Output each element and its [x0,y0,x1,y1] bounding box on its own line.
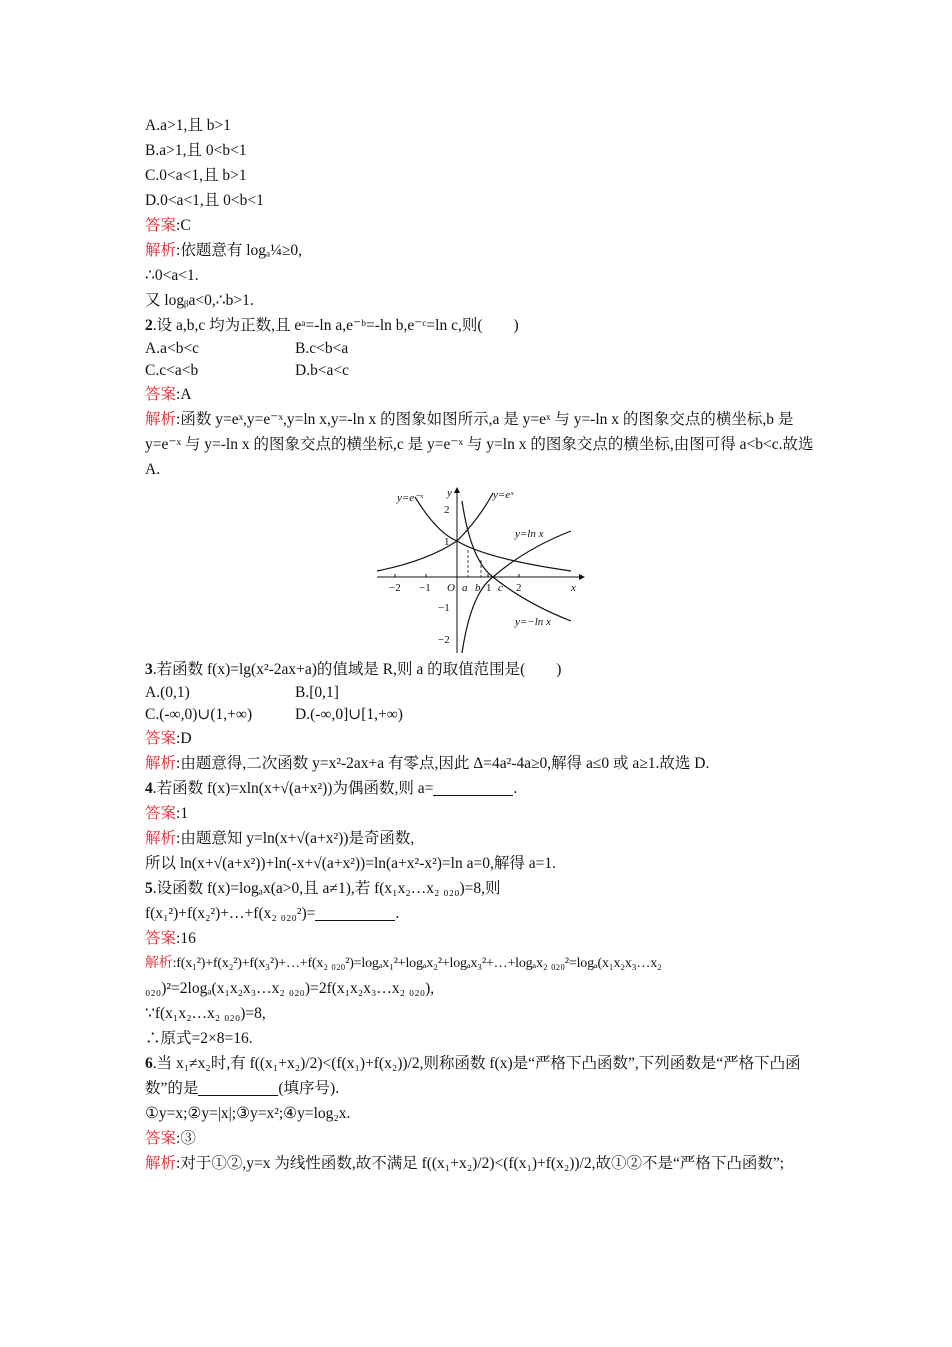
q2-stem [145,313,817,338]
q2-option-b: B.c<b<a [295,340,349,357]
q6-stem [145,1051,817,1101]
q1-analysis [145,238,817,263]
y-tick-label: −1 [438,602,450,614]
q6-choices: ①y=x;②y=|x|;③y=x²;④y=log₂x. [145,1105,351,1122]
q3-option-b: B.[0,1] [295,684,339,701]
answer-label: 答案 [145,930,177,947]
answer-blank [198,1079,278,1096]
answer-label: 答案 [145,1130,177,1147]
question-number: 2 [145,317,153,334]
q3-stem [145,657,817,682]
y-axis-label: y [447,487,452,499]
graph-svg [375,485,585,657]
y-axis-arrow [454,487,460,493]
q1-option-d: D.0<a<1,且 0<b<1 [145,192,264,209]
q1-answer [145,213,817,238]
q5-stem-line2 [145,901,817,926]
question-number: 5 [145,880,153,897]
q2-function-graph [145,485,817,657]
x-tick-label: −1 [419,582,431,594]
q1-option-a: A.a>1,且 b>1 [145,117,231,134]
analysis-label: 解析 [145,755,177,772]
answer-label: 答案 [145,217,177,234]
analysis-text: :对于①②,y=x 为线性函数,故不满足 f((x₁+x₂)/2)<(f(x₁)+f(x₂))/2,故①②不是“严格下凸函数”; [176,1155,785,1172]
q5-analysis-line3: ∵f(x₁x₂…x₂ ₀₂₀)=8, [145,1005,266,1022]
q4-answer [145,801,817,826]
q3-analysis [145,751,817,776]
answer-blank [315,904,395,921]
q3-options-row2 [145,704,817,726]
q1-analysis-line3: 又 logᵦa<0,∴b>1. [145,292,254,309]
question-text: f(x₁²)+f(x₂²)+…+f(x₂ ₀₂₀²)= [145,905,316,922]
question-text: .若函数 f(x)=xln(x+√(a+x²))为偶函数,则 a= [152,780,434,797]
answer-value: :③ [176,1130,196,1147]
q4-analysis [145,826,817,851]
question-text: .当 x₁≠x₂时,有 f((x₁+x₂)/2)<(f(x₁)+f(x₂))/2,则称函数 f(x)是“严格下凸函数”,下列函数是“严格下凸函数”的是 [145,1055,801,1097]
answer-value: :D [176,730,192,747]
q5-analysis-line4: ∴原式=2×8=16. [145,1030,253,1047]
analysis-label: 解析 [145,956,173,971]
q2-option-a: A.a<b<c [145,340,200,357]
document-body [145,113,817,1176]
question-text: .设 a,b,c 均为正数,且 eᵃ=-ln a,e⁻ᵇ=-ln b,e⁻ᶜ=ln c,则( ) [152,317,519,334]
q2-option-c: C.c<a<b [145,362,199,379]
q1-option-b: B.a>1,且 0<b<1 [145,142,247,159]
q4-analysis-line2: 所以 ln(x+√(a+x²))+ln(-x+√(a+x²))=ln(a+x²-x²)=ln a=0,解得 a=1. [145,855,556,872]
analysis-label: 解析 [145,830,177,847]
label-ln-x: y=ln x [515,528,544,540]
q6-answer [145,1126,817,1151]
y-tick-label: −2 [438,634,450,646]
q3-options-row1 [145,682,817,704]
q5-answer [145,926,817,951]
q2-option-d: D.b<a<c [295,362,350,379]
analysis-text: :依题意有 logₐ¼≥0, [176,242,302,259]
q5-analysis [145,951,817,976]
origin-label: O [447,582,455,594]
point-a-label: a [462,582,468,594]
q3-answer [145,726,817,751]
q3-option-a: A.(0,1) [145,684,190,701]
question-text: .设函数 f(x)=logₐx(a>0,且 a≠1),若 f(x₁x₂…x₂ ₀₂₀)=8,则 [152,880,501,897]
x-axis-arrow [579,574,585,580]
point-b-label: b [475,582,481,594]
analysis-label: 解析 [145,411,177,428]
question-text-end: . [395,905,400,922]
analysis-text: :f(x₁²)+f(x₂²)+f(x₃²)+…+f(x₂ ₀₂₀²)=logₐx₁²+logₐx₂²+logₐx₃²+…+logₐx₂ ₀₂₀²=logₐ(x₁x₂x₃…x₂ [172,956,662,971]
label-e-neg-x: y=e⁻ˣ [397,492,424,504]
answer-label: 答案 [145,805,177,822]
q3-option-d: D.(-∞,0]∪[1,+∞) [295,706,403,723]
question-text-end: . [513,780,518,797]
answer-value: :A [176,386,192,403]
q3-option-c: C.(-∞,0)∪(1,+∞) [145,706,253,723]
x-tick-label: 2 [516,582,522,594]
answer-label: 答案 [145,730,177,747]
q2-answer [145,382,817,407]
q1-option-c: C.0<a<1,且 b>1 [145,167,247,184]
label-neg-ln-x: y=−ln x [515,616,551,628]
label-e-x: y=eˣ [493,489,514,501]
analysis-label: 解析 [145,242,177,259]
point-c-label: c [498,582,503,594]
q2-options-row2 [145,360,817,382]
q4-stem [145,776,817,801]
analysis-text: :由题意知 y=ln(x+√(a+x²))是奇函数, [176,830,415,847]
answer-value: :C [176,217,191,234]
q6-analysis [145,1151,817,1176]
q2-analysis [145,407,817,482]
question-text-end: (填序号). [278,1080,340,1097]
y-tick-label: 1 [444,536,450,548]
q1-analysis-line2: ∴0<a<1. [145,267,199,284]
q5-stem [145,876,817,901]
q5-analysis-line2: ₀₂₀)²=2logₐ(x₁x₂x₃…x₂ ₀₂₀)=2f(x₁x₂x₃…x₂ ₀₂₀), [145,980,435,997]
question-number: 6 [145,1055,153,1072]
question-number: 4 [145,780,153,797]
analysis-text: :由题意得,二次函数 y=x²-2ax+a 有零点,因此 Δ=4a²-4a≥0,解得 a≤0 或 a≥1.故选 D. [176,755,710,772]
analysis-text: :函数 y=eˣ,y=e⁻ˣ,y=ln x,y=-ln x 的图象如图所示,a 是 y=eˣ 与 y=-ln x 的图象交点的横坐标,b 是 y=e⁻ˣ 与 y=-ln x 的图象交点的横坐标,c 是 y=e⁻ˣ 与 y=ln x 的图象交点的横坐标,由图可得 a<b<c.故选 A. [145,411,814,478]
question-number: 3 [145,661,153,678]
x-axis-label: x [571,582,576,594]
x-tick-label: −2 [389,582,401,594]
curve-e-neg-x [415,497,571,571]
curve-e-x [377,493,493,571]
analysis-label: 解析 [145,1155,177,1172]
answer-value: :16 [176,930,196,947]
answer-value: :1 [176,805,189,822]
y-tick-label: 2 [444,504,450,516]
x-tick-label: 1 [486,582,492,594]
answer-blank [433,779,513,796]
q2-options-row1 [145,338,817,360]
answer-label: 答案 [145,386,177,403]
question-text: .若函数 f(x)=lg(x²-2ax+a)的值域是 R,则 a 的取值范围是( ) [152,661,562,678]
